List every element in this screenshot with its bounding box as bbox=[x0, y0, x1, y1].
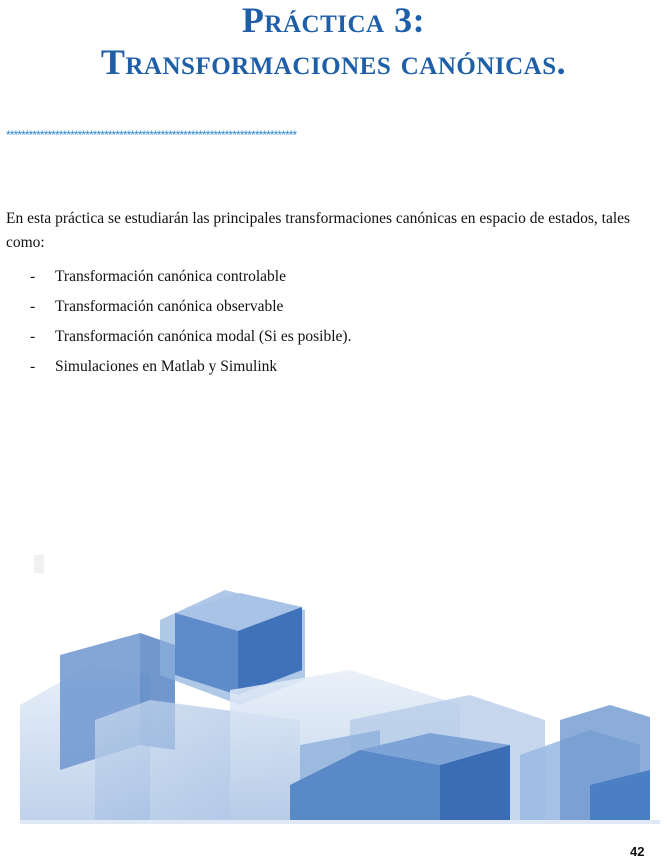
list-item bbox=[0, 298, 667, 328]
bullet-dash: - bbox=[30, 328, 36, 345]
topic-list bbox=[0, 268, 667, 388]
list-item bbox=[0, 358, 667, 388]
list-item-text: Transformación canónica observable bbox=[55, 298, 284, 315]
intro-paragraph: En esta práctica se estudiarán las principales transformaciones canónicas en espacio de estados, tales como: bbox=[6, 210, 631, 251]
page-title-line-2: Transformaciones canónicas. bbox=[100, 42, 567, 82]
page-number: 42 bbox=[630, 844, 645, 859]
list-item-text: Transformación canónica controlable bbox=[55, 268, 286, 285]
decorative-cubes-illustration bbox=[0, 545, 667, 835]
list-item bbox=[0, 268, 667, 298]
asterisk-separator: ***************************************************************************** bbox=[6, 128, 297, 142]
bullet-dash: - bbox=[30, 298, 36, 315]
list-item-text: Transformación canónica modal (Si es posible). bbox=[55, 328, 352, 345]
list-item bbox=[0, 328, 667, 358]
page-title-line-1: Práctica 3: bbox=[241, 0, 426, 40]
bullet-dash: - bbox=[30, 358, 36, 375]
bullet-dash: - bbox=[30, 268, 36, 285]
list-item-text: Simulaciones en Matlab y Simulink bbox=[55, 358, 278, 375]
